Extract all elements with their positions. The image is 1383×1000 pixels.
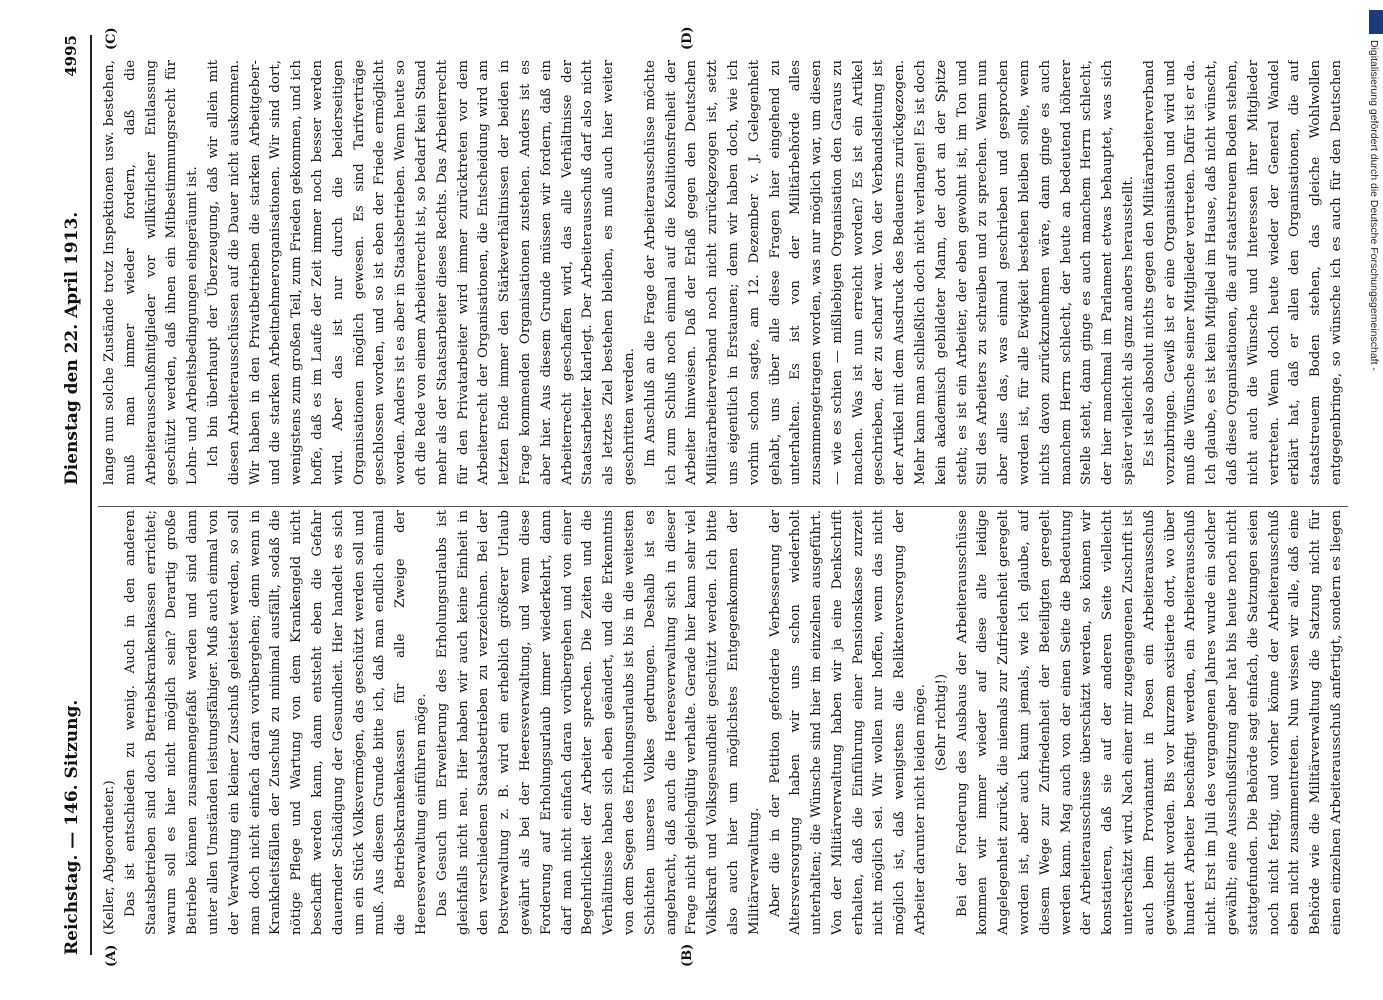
header-rule (90, 35, 92, 955)
header-date: Dienstag den 22. April 1913. (62, 211, 82, 485)
paragraph: Bei der Forderung des Ausbaus der Arbeiterausschüsse kommen wir immer wieder auf diese alte leidige Angelegenheit zurück, die niemals zur Zufriedenheit geregelt worden ist, aber auch kaum jemals, wie ich glaube, auf diesem Wege zur Zufriedenheit der Beteiligten geregelt werden kann. Mag auch von der einen Seite die Bedeutung der Arbeiterausschüsse überschätzt werden, so können wir konstatieren, daß sie auf der anderen Seite vielleicht unterschätzt wird. Nach einer mir zugegangenen Zuschrift ist auch beim Proviantamt in Posen ein Arbeiterausschuß gewünscht worden. Bis vor kurzem existierte dort, wo über hundert Arbeiter beschäftigt werden, ein Arbeiterausschuß nicht. Erst im Juli des vergangenen Jahres wurde ein solcher gewählt; eine Ausschußsitzung aber hat bis heute noch nicht stattgefunden. Die Behörde sagt einfach, die Satzungen seien noch nicht fertig, und vorher könne der Arbeiterausschuß eben nicht zusammentreten. Nun wissen wir alle, daß eine Behörde wie die Militärverwaltung die Satzung nicht für einen einzelnen Arbeiterausschuß anfertigt, sondern es liegen (954, 510, 1345, 935)
credit-text: Digitalisierung gefördert durch die Deutsche Forschungsgemeinschaft - (1368, 40, 1380, 371)
digitization-credit (1367, 40, 1381, 660)
header-left: Reichstag. — 146. Sitzung. (62, 699, 82, 955)
paragraph: Es ist also absolut nichts gegen den Militärarbeiterverband vorzubringen. Gewiß ist er eine Organisation und wird und muß die Wünsche seiner Mitglieder vertreten. Dafür ist er da. Ich glaube, es ist kein Mitglied im Hause, daß nicht wünscht, daß diese Organisationen, die auf staatstreuem Boden stehen, nicht auch die Wünsche und Interessen ihrer Mitglieder vertreten. Wenn doch heute wieder der General Wandel erklärt hat, daß er allen den Organisationen, die auf staatstreuem Boden stehen, das gleiche Wohlwollen entgegenbringe, so wünsche ich es auch für den Deutschen (1141, 60, 1345, 485)
margin-mark-c: (C) (104, 27, 119, 50)
dfg-logo-icon (1369, 10, 1383, 34)
paragraph: Aber die in der Petition geforderte Verbesserung der Altersversorgung haben wir uns schon wiederholt unterhalten; die Wünsche sind hier im einzelnen ausgeführt. Von der Militärverwaltung haben wir ja eine Denkschrift erhalten, daß die Einführung einer Pensionskasse zurzeit nicht möglich sei. Wir wollen nur hoffen, wenn das nicht möglich ist, daß wenigstens die Reliktenversorgung der Arbeiter darunter nicht leiden möge. (767, 510, 929, 935)
margin-mark-b: (B) (680, 943, 695, 967)
column-separator (98, 506, 1348, 507)
paragraph: Das ist entschieden zu wenig. Auch in den anderen Staatsbetrieben sind doch Betriebskrankenkassen errichtet; warum soll es hier nicht möglich sein? Derartig große Betriebe können zusammengefaßt werden und sind dann unter allen Umständen leistungsfähiger. Muß auch einmal von der Verwaltung ein kleiner Zuschuß geleistet werden, so soll man doch nicht einfach daran vorübergehen; denn wenn in Krankheitsfällen der Zuschuß zu minimal ausfällt, sodaß die nötige Pflege und Wartung von dem Krankengeld nicht beschafft werden kann, dann entsteht eben die Gefahr dauernder Schädigung der Gesundheit. Hier handelt es sich um ein Stück Volksvermögen, das geschützt werden soll und muß. Aus diesem Grunde bitte ich, daß man endlich einmal die Betriebskrankenkassen für alle Zweige der Heeresverwaltung einführen möge. (122, 510, 429, 935)
interjection: (Sehr richtig!) (933, 673, 949, 772)
page-number: 4995 (62, 35, 80, 77)
speaker-label: (Keller, Abgeordneter.) (102, 780, 117, 935)
page-header (58, 35, 88, 955)
left-column (100, 510, 1345, 935)
paragraph: Im Anschluß an die Frage der Arbeiterausschüsse möchte ich zum Schluß noch einmal auf die Koalitionsfreiheit der Arbeiter hinweisen. Daß der Erlaß gegen den Deutschen Militärarbeiterverband noch nicht zurückgezogen ist, setzt uns eigentlich in Erstaunen; denn wir haben doch, wie ich vorhin schon sagte, am 12. Dezember v. J. Gelegenheit gehabt, uns über alle diese Fragen hier eingehend zu unterhalten. Es ist von der Militärbehörde alles zusammengetragen worden, was nur möglich war, um diesen — wie es schien — mißliebigen Organisation den Garaus zu machen. Was ist nun erreicht worden? Es ist ein Artikel geschrieben, der zu scharf war. Von der Verbandsleitung ist der Artikel mit dem Ausdruck des Bedauerns zurückgezogen. Mehr kann man schließlich doch nicht verlangen! Es ist doch kein akademisch gebildeter Mann, der dort an der Spitze steht; es ist ein Arbeiter, der eben gewohnt ist, im Ton und Stil des Arbeiters zu schreiben und zu sprechen. Wenn nun aber alles das, was einmal geschrieben und gesprochen worden ist, für alle Ewigkeit bestehen bleiben sollte, wenn nichts davon zurückzunehmen wäre, dann ginge es auch manchem Herrn schlecht, der heute an bedeutend höherer Stelle steht, dann ginge es auch manchem Herrn schlecht, der hier manchmal im Parlament etwas behauptet, was sich später vielleicht als ganz anders herausstellt. (642, 60, 1137, 485)
margin-mark-a: (A) (104, 944, 119, 967)
rotated-page (40, 15, 1370, 975)
paragraph: Ich bin überhaupt der Überzeugung, daß wir allein mit diesen Arbeiterausschüssen auf die Dauer nicht auskommen. Wir haben in den Privatbetrieben die starken Arbeitgeber- und die starken Arbeitnehmerorganisationen. Wir sind dort, wenigstens zum großen Teil, zum Frieden gekommen, und ich hoffe, daß es im Laufe der Zeit immer noch besser werden wird. Aber das ist nur durch die beiderseitigen Organisationen möglich gewesen. Es sind Tarifverträge geschlossen worden, und so ist eben der Friede ermöglicht worden. Anders ist es aber in Staatsbetrieben. Wenn heute so oft die Rede von einem Arbeiterrecht ist, so bedarf kein Stand mehr als der Staatsarbeiter dieses Rechts. Das Arbeiterrecht für den Privatarbeiter wird immer zurücktreten vor dem Arbeiterrecht der Organisationen, die Entscheidung wird am letzten Ende immer den Stärkeverhältnissen der beiden in Frage kommenden Organisationen zustehen. Anders ist es aber hier. Aus diesem Grunde müssen wir fordern, daß ein Arbeiterrecht geschaffen wird, das alle Verhältnisse der Staatsarbeiter klarlegt. Der Arbeiterausschuß darf also nicht als letztes Ziel bestehen bleiben, es muß auch hier weiter geschritten werden. (205, 60, 637, 485)
paragraph: lange nun solche Zustände trotz Inspektionen usw. bestehen, muß man immer wieder fordern, daß die Arbeiterausschußmitglieder vor willkürlicher Entlassung geschützt werden, daß ihnen ein Mitbestimmungsrecht für Lohn- und Arbeitsbedingungen eingeräumt ist. (102, 60, 201, 485)
right-column (100, 60, 1345, 485)
paragraph: Das Gesuch um Erweiterung des Erholungsurlaubs ist gleichfalls nicht neu. Hier haben wir auch keine Einheit in den verschiedenen Staatsbetrieben zu verzeichnen. Bei der Postverwaltung z. B. wird ein erheblich größerer Urlaub gewährt als bei der Heeresverwaltung, und wenn diese Forderung auf Erholungsurlaub immer wiederkehrt, dann darf man nicht einfach daran vorübergehen und von einer Begehrlichkeit der Arbeiter sprechen. Die Zeiten und die Verhältnisse haben sich eben geändert, und die Erkenntnis von dem Segen des Erholungsurlaubs ist bis in die weitesten Schichten unseres Volkes gedrungen. Deshalb ist es angebracht, daß auch die Heeresverwaltung sich in dieser Frage nicht gleichgültig verhalte. Gerade hier kann sehr viel Volkskraft und Volksgesundheit geschützt werden. Ich bitte also auch hier um möglichstes Entgegenkommen der Militärverwaltung. (434, 510, 762, 935)
margin-mark-d: (D) (680, 26, 695, 50)
